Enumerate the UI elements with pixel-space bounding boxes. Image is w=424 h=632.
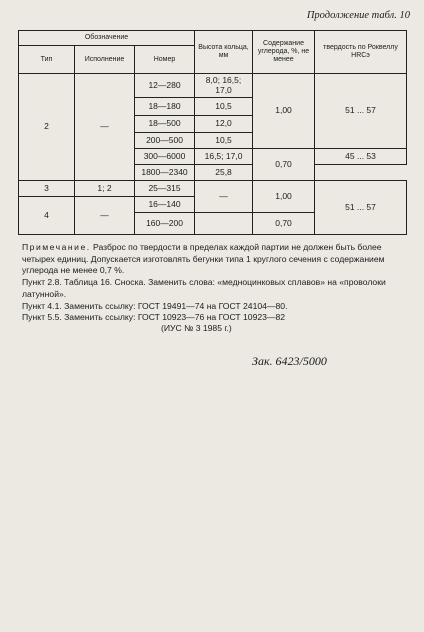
order-number: Зак. 6423/5000 xyxy=(252,354,327,368)
note-paragraph xyxy=(22,242,412,277)
hardness-cell-empty xyxy=(315,165,407,181)
hardness-header: твердость по Роквеллу HRCэ xyxy=(315,31,407,74)
number-cell: 160—200 xyxy=(135,213,195,235)
note-text: Разброс по твердости в пределах каждой партии не должен быть более четырех единиц. Допускается изготовлять бегунки типа 1 круглого сечения с содержанием углерода не менее 0,7 %. xyxy=(22,242,385,275)
type-cell: 3 xyxy=(19,181,75,197)
designation-header: Обозначение xyxy=(19,31,195,46)
height-cell: 12,0 xyxy=(195,116,253,133)
number-cell: 300—6000 xyxy=(135,149,195,165)
type-cell: 4 xyxy=(19,197,75,235)
type-header: Тип xyxy=(19,46,75,74)
hardness-cell: 51 ... 57 xyxy=(315,181,407,235)
number-cell: 16—140 xyxy=(135,197,195,213)
point-4-1: Пункт 4.1. Заменить ссылку: ГОСТ 19491—74 на ГОСТ 24104—80. xyxy=(22,301,288,311)
carbon-cell: 0,70 xyxy=(253,213,315,235)
number-cell: 18—500 xyxy=(135,116,195,133)
point-5-5: Пункт 5.5. Заменить ссылку: ГОСТ 10923—76 на ГОСТ 10923—82 xyxy=(22,312,286,322)
ring-height-header: Высота кольца, мм xyxy=(195,31,253,74)
carbon-cell: 1,00 xyxy=(253,181,315,213)
number-cell: 12—280 xyxy=(135,74,195,98)
point-2-8: Пункт 2.8. Таблица 16. Сноска. Заменить слова: «медноцинковых сплавов» на «проволоки латунной». xyxy=(22,277,386,299)
number-cell: 18—180 xyxy=(135,98,195,116)
table-continuation-title: Продолжение табл. 10 xyxy=(306,10,410,21)
height-cell: — xyxy=(195,181,253,213)
note-label: Примечание. xyxy=(22,242,91,252)
height-cell: 10,5 xyxy=(195,98,253,116)
height-cell xyxy=(195,213,253,235)
number-cell: 25—315 xyxy=(135,181,195,197)
height-cell: 8,0; 16,5; 17,0 xyxy=(195,74,253,98)
hardness-cell: 51 ... 57 xyxy=(315,74,407,149)
execution-cell: 1; 2 xyxy=(75,181,135,197)
height-cell: 25,8 xyxy=(195,165,253,181)
height-cell: 10,5 xyxy=(195,133,253,149)
hardness-cell: 45 ... 53 xyxy=(315,149,407,165)
ius-reference: (ИУС № 3 1985 г.) xyxy=(161,323,232,333)
carbon-cell: 0,70 xyxy=(253,149,315,181)
height-cell: 16,5; 17,0 xyxy=(195,149,253,165)
execution-header: Исполнение xyxy=(75,46,135,74)
carbon-cell: 1,00 xyxy=(253,74,315,149)
type-cell: 2 xyxy=(19,74,75,181)
specification-table xyxy=(18,30,407,235)
number-cell: 1800—2340 xyxy=(135,165,195,181)
number-cell: 200—500 xyxy=(135,133,195,149)
execution-cell: — xyxy=(75,197,135,235)
number-header: Номер xyxy=(135,46,195,74)
execution-cell: — xyxy=(75,74,135,181)
carbon-header: Содержание углерода, %, не менее xyxy=(253,31,315,74)
